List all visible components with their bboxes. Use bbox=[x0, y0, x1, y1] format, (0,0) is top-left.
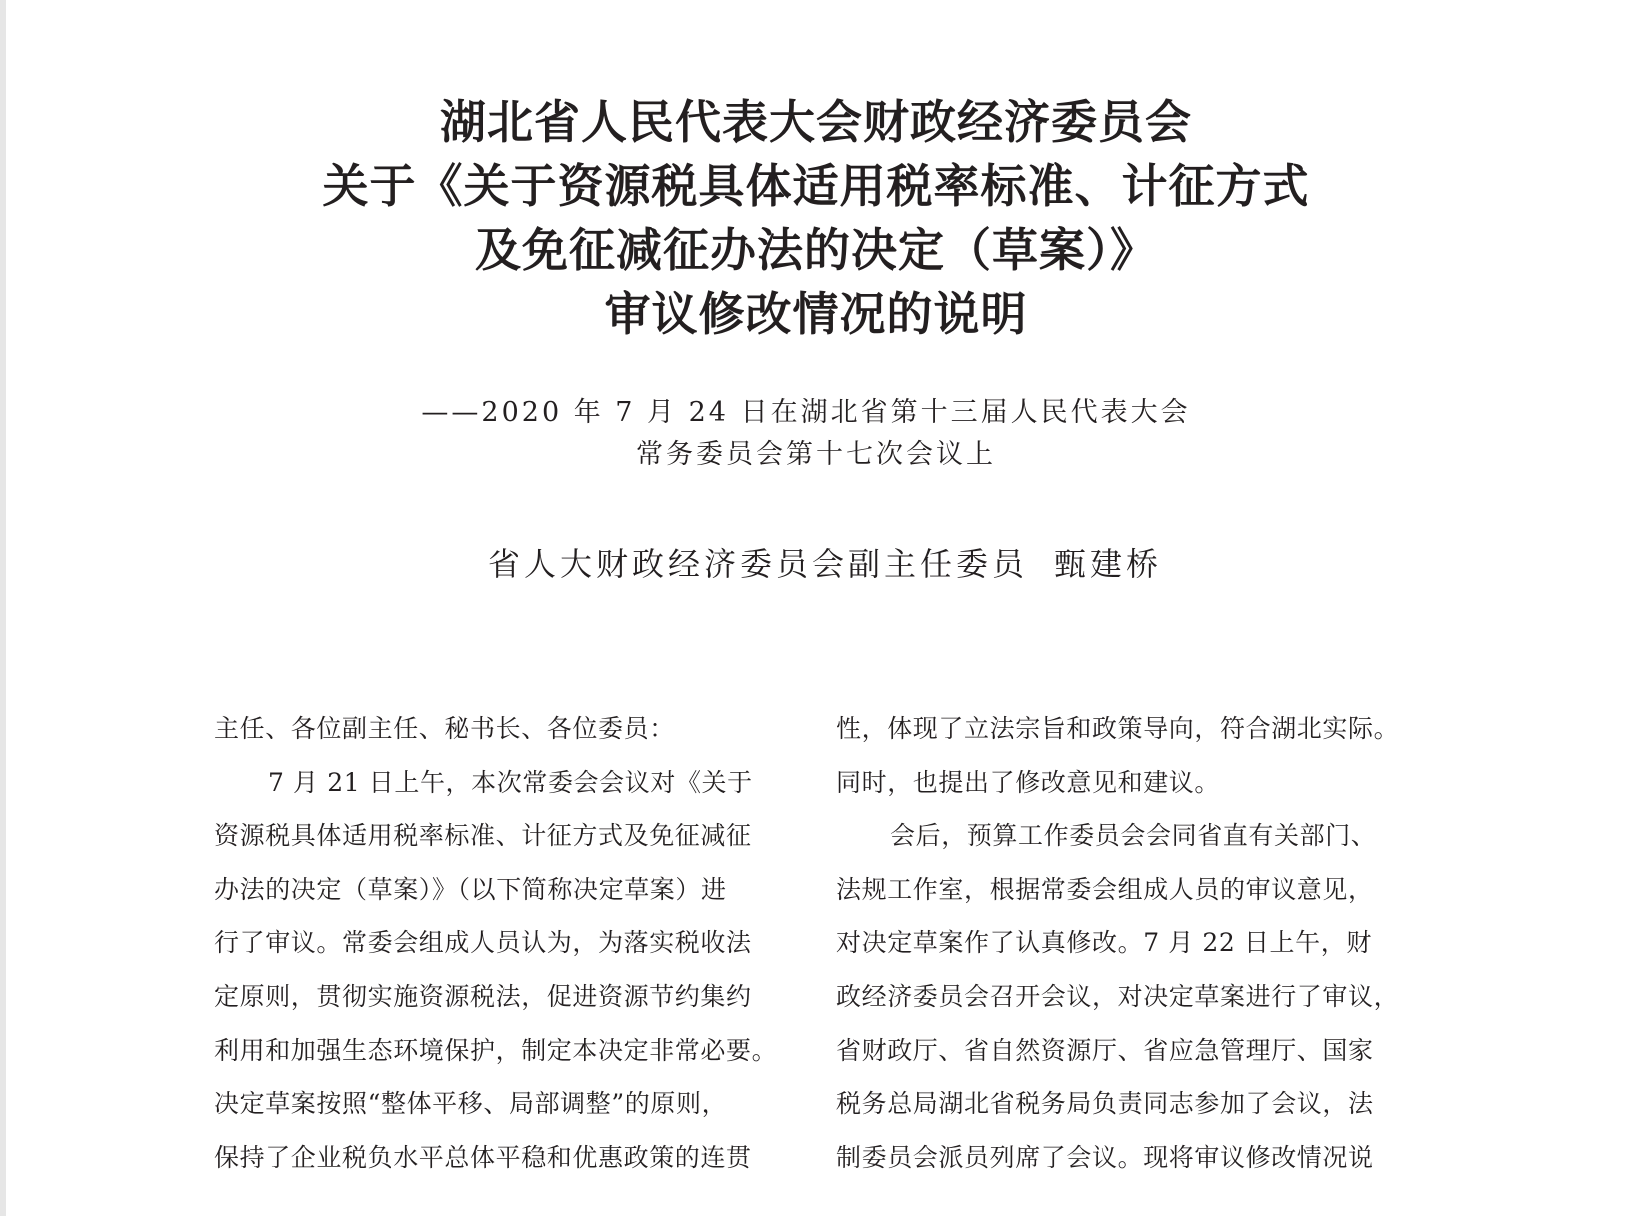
salutation: 主任、各位副主任、秘书长、各位委员： bbox=[214, 714, 675, 743]
body-line: 法规工作室，根据常委会组成人员的审议意见， bbox=[836, 874, 1374, 904]
body-line: 会后，预算工作委员会会同省直有关部门、 bbox=[890, 821, 1377, 851]
speaker-position: 省人大财政经济委员会副主任委员 bbox=[487, 545, 1028, 583]
body-line: 保持了企业税负水平总体平稳和优惠政策的连贯 bbox=[214, 1142, 752, 1172]
body-line: 行了审议。常委会组成人员认为，为落实税收法 bbox=[214, 928, 752, 958]
document-title bbox=[0, 90, 1632, 346]
body-line: 决定草案按照“整体平移、局部调整”的原则， bbox=[214, 1089, 728, 1119]
subtitle-line-1: ——2020 年 7 月 24 日在湖北省第十三届人民代表大会 bbox=[421, 397, 1191, 428]
body-line: 办法的决定（草案）》（以下简称决定草案）进 bbox=[214, 874, 727, 904]
speaker-name: 甄建桥 bbox=[1054, 545, 1163, 583]
title-line-2: 关于《关于资源税具体适用税率标准、计征方式 bbox=[322, 159, 1310, 213]
body-line: 税务总局湖北省税务局负责同志参加了会议，法 bbox=[836, 1089, 1374, 1119]
body-line: 7 月 21 日上午，本次常委会会议对《关于 bbox=[268, 767, 753, 797]
body-line: 性，体现了立法宗旨和政策导向，符合湖北实际。 bbox=[836, 714, 1400, 743]
title-line-1: 湖北省人民代表大会财政经济委员会 bbox=[440, 95, 1192, 149]
title-line-3: 及免征减征办法的决定（草案）》 bbox=[475, 223, 1157, 277]
body-line: 政经济委员会召开会议，对决定草案进行了审议， bbox=[836, 981, 1400, 1011]
speaker-byline bbox=[0, 540, 1632, 588]
body-line: 对决定草案作了认真修改。7 月 22 日上午，财 bbox=[836, 928, 1372, 958]
body-line: 省财政厅、省自然资源厅、省应急管理厅、国家 bbox=[836, 1035, 1374, 1065]
body-line: 制委员会派员列席了会议。现将审议修改情况说 bbox=[836, 1142, 1374, 1172]
body-right-column bbox=[836, 702, 1406, 1184]
body-left-column bbox=[214, 702, 784, 1184]
document-subtitle bbox=[0, 392, 1632, 476]
body-line: 定原则，贯彻实施资源税法，促进资源节约集约 bbox=[214, 981, 752, 1011]
body-line: 利用和加强生态环境保护，制定本决定非常必要。 bbox=[214, 1035, 778, 1065]
title-line-4: 审议修改情况的说明 bbox=[604, 287, 1028, 341]
subtitle-line-2: 常务委员会第十七次会议上 bbox=[636, 439, 996, 470]
body-line: 资源税具体适用税率标准、计征方式及免征减征 bbox=[214, 821, 752, 851]
body-line: 同时，也提出了修改意见和建议。 bbox=[836, 767, 1221, 797]
